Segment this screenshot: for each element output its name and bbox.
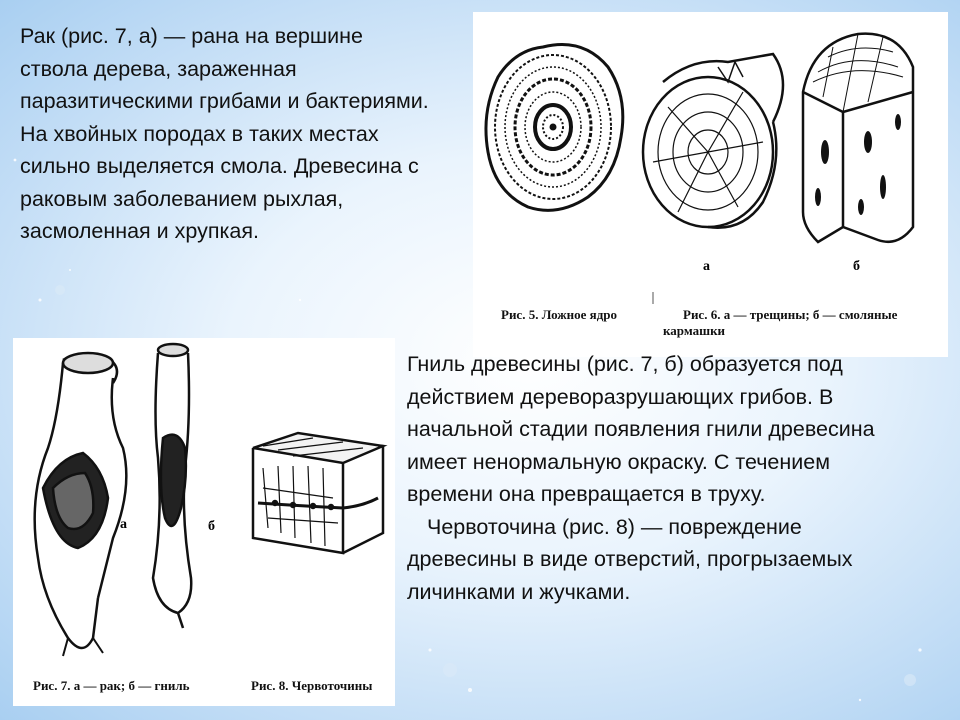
text-line: древесины в виде отверстий, прогрызаемых [407,547,853,571]
fig7-label-b: б [208,519,215,534]
resin-pockets-drawing [803,34,913,242]
text-line: действием дереворазрушающих грибов. В [407,384,834,409]
false-heartwood-drawing [486,45,623,211]
wormholes-block-drawing [253,433,383,553]
text-line: Червоточина (рис. 8) — повреждение [427,514,802,539]
text-line: начальной стадии появления гнили древесина [407,417,875,441]
fig6-caption-line2: кармашки [663,323,726,338]
fig7-caption: Рис. 7. а — рак; б — гниль [33,678,190,693]
canker-branch-drawing [35,353,127,656]
fig7-label-a: а [120,517,127,532]
fig5-caption: Рис. 5. Ложное ядро [501,307,618,322]
rot-canker-wormhole-illustration [13,338,395,706]
fig8-caption: Рис. 8. Червоточины [251,678,373,693]
figure-wood-defects-top [473,12,948,357]
rot-branch-drawing [153,344,191,628]
text-line: личинками и жучками. [407,579,631,604]
text-line: На хвойных породах в таких местах [20,121,379,146]
text-line: засмоленная и хрупкая. [20,219,259,243]
text-block-canker [20,20,490,248]
text-line: паразитическими грибами и бактериями. [20,89,429,113]
fig6-label-b: б [853,259,860,274]
text-line: Рак (рис. 7, а) — рана на вершине [20,24,363,48]
fig6-caption-line1: Рис. 6. а — трещины; б — смоляные [683,307,898,322]
text-line: времени она превращается в труху. [407,482,766,506]
text-block-rot-wormholes [407,348,947,608]
text-line: сильно выделяется смола. Древесина с [20,154,419,178]
text-line: ствола дерева, зараженная [20,56,297,81]
text-line: имеет ненормальную окраску. С течением [407,449,830,474]
text-line: раковым заболеванием рыхлая, [20,186,344,211]
wood-cross-sections-illustration [473,12,948,357]
cracked-log-drawing [643,54,783,228]
text-line: Гниль древесины (рис. 7, б) образуется под [407,352,843,376]
figure-wood-defects-bottom [13,338,395,706]
fig6-label-a: а [703,259,710,274]
